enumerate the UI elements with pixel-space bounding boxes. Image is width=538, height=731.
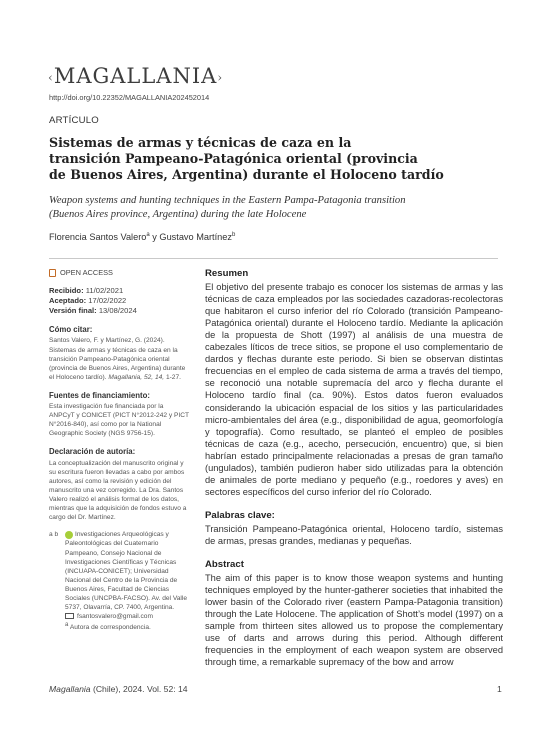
funding-text: Esta investigación fue financiada por la ANPCyT y CONICET (PICT N°2012-242 y PICT N°2016-840), así como por la National Geographic Society (NGS 9756-15). (49, 403, 189, 438)
abstract-text: The aim of this paper is to know those weapon systems and hunting techniques employed by the hunter-gatherer societies that inhabited the lower basin of the Colorado river (eastern Pampa-Patagonia transition) through the Late Holocene. The application of Shott’s model (1997) on a sample from thirteen sites allowed us to propose the complementary use of darts and arrows during this period. Although different frequencies in the employment of each weapon system are observed through time, a remarkable supremacy of the bow and arrow (205, 573, 503, 668)
affiliation-block (65, 530, 189, 632)
received-label: Recibido: (49, 286, 84, 296)
final-label: Versión final: (49, 306, 97, 316)
received-date (49, 286, 189, 296)
open-lock-icon (49, 269, 56, 277)
final-value: 13/08/2024 (98, 306, 137, 316)
resumen-heading: Resumen (205, 268, 249, 279)
funding-heading: Fuentes de financiamiento: (49, 390, 150, 400)
subtitle-line: (Buenos Aires province, Argentina) during the late Holocene (49, 209, 307, 220)
title-line: de Buenos Aires, Argentina) durante el Holoceno tardío (49, 167, 444, 182)
cite-pages: 1-27. (164, 373, 181, 381)
accepted-label: Aceptado: (49, 296, 87, 306)
affiliation-mark: a (146, 232, 150, 238)
corresponding-mark: a (65, 622, 69, 629)
orcid-icon[interactable] (65, 531, 73, 539)
title-line: Sistemas de armas y técnicas de caza en la (49, 135, 352, 150)
logo-ornament-left: ‹ (48, 70, 54, 85)
cite-journal: Magallania, 52, 14, (108, 373, 165, 381)
page-footer (49, 684, 188, 694)
authorship-heading: Declaración de autoría: (49, 447, 136, 457)
affiliation-mark: b (231, 232, 236, 238)
abstract-heading: Abstract (205, 559, 244, 571)
author-name: Florencia Santos Valero (49, 232, 147, 243)
footer-citation: (Chile), 2024. Vol. 52: 14 (90, 684, 188, 694)
page-number: 1 (497, 684, 502, 694)
affiliation (49, 530, 189, 632)
accepted-value: 17/02/2022 (88, 296, 127, 306)
subtitle-line: Weapon systems and hunting techniques in the Eastern Pampa-Patagonia transition (49, 195, 406, 206)
affiliation-marks: a b (49, 531, 59, 539)
authorship-text: La conceptualización del manuscrito original y su escritura fueron llevadas a cabo por ambos autores, así como la revisión y edición del manuscrito una vez corregido. La Dra. Santos Valero realizó el análisis formal de los datos, mientras que la adquisición de fondos estuvo a cargo del Dr. Martínez. (49, 459, 187, 522)
email-link[interactable]: fsantosvalero@gmail.com (77, 613, 153, 621)
author-name: Gustavo Martínez (159, 232, 232, 243)
author-list (49, 232, 235, 242)
mail-icon (65, 613, 74, 619)
received-value: 11/02/2021 (85, 286, 124, 296)
open-access-label: OPEN ACCESS (60, 268, 113, 277)
cite-text (49, 336, 189, 381)
cite-body: Santos Valero, F. y Martínez, G. (2024). Sistemas de armas y técnicas de caza en la transición Pampeano-Patagónica oriental (provincia de Buenos Aires, Argentina) durante el Holoceno tardío). (49, 337, 186, 381)
journal-logo (48, 64, 223, 88)
accepted-date (49, 296, 189, 306)
cite-heading: Cómo citar: (49, 325, 93, 335)
author-conjunction: y (149, 232, 160, 243)
resumen-text: El objetivo del presente trabajo es conocer los sistemas de armas y las técnicas de caza empleados por las sociedades cazadoras-recolectoras que habitaron el curso inferior del río Colorado (transición Pampeano-Patagónica oriental) durante el Holoceno tardío. Mediante la aplicación de la propuesta de Shott (1997) al análisis de una muestra de cabezales líticos de trece sitios, se propone el uso complementario de dardos y flechas durante este periodo. Si bien se observan distintas frecuencias en el empleo de cada sistema de arma a través del tiempo, se reconoció una notable supremacía del arco y flecha durante el Holoceno tardío final (ca. 90%). Estos datos fueron evaluados considerando la ubicación espacial de los sitios y las particularidades micro-ambientales del área (e.g., disponibilidad de agua, geomorfología y topografía). Como resultado, se planteó el empleo de posibles técnicas de caza (e.g., acecho, persecución, encuentro) que, si bien habrían estado principalmente relacionadas a presas de gran tamaño (ungulados), también pudieron haber sido utilizadas para la obtención de animales de porte mediano y pequeño (e.g., roedores y aves) en sectores específicos del curso inferior del río Colorado. (205, 282, 503, 497)
logo-text: MAGALLANIA (53, 64, 218, 88)
english-title (49, 194, 489, 222)
keywords-text: Transición Pampeano-Patagónica oriental, Holoceno tardío, sistemas de armas, presas grandes, medianas y pequeñas. (205, 523, 503, 546)
header-divider (49, 258, 498, 259)
final-version-date (49, 306, 189, 316)
open-access-badge[interactable] (49, 268, 189, 277)
logo-ornament-right: › (217, 70, 224, 85)
doi-link[interactable]: http://doi.org/10.22352/MAGALLANIA202452014 (49, 93, 210, 102)
abstract-column (205, 268, 503, 680)
article-info-sidebar (49, 268, 189, 633)
footer-journal: Magallania (49, 684, 91, 694)
article-title (49, 135, 489, 183)
article-type: ARTÍCULO (49, 115, 99, 126)
title-line: transición Pampeano-Patagónica oriental (provincia (49, 151, 418, 166)
affiliation-text: Investigaciones Arqueológicas y Paleontológicas del Cuaternario Pampeano, Consejo Nacional de Investigaciones Científicas y Técnicas (INCUAPA-CONICET); Universidad Nacional del Centro de la Provincia de Buenos Aires, Facultad de Ciencias Sociales (UNCPBA-FACSO). Av. del Valle 5737, Olavarría, CP. 7400, Argentina. (65, 531, 188, 612)
corresponding-note: Autora de correspondencia. (69, 624, 151, 632)
keywords-heading: Palabras clave: (205, 509, 275, 521)
